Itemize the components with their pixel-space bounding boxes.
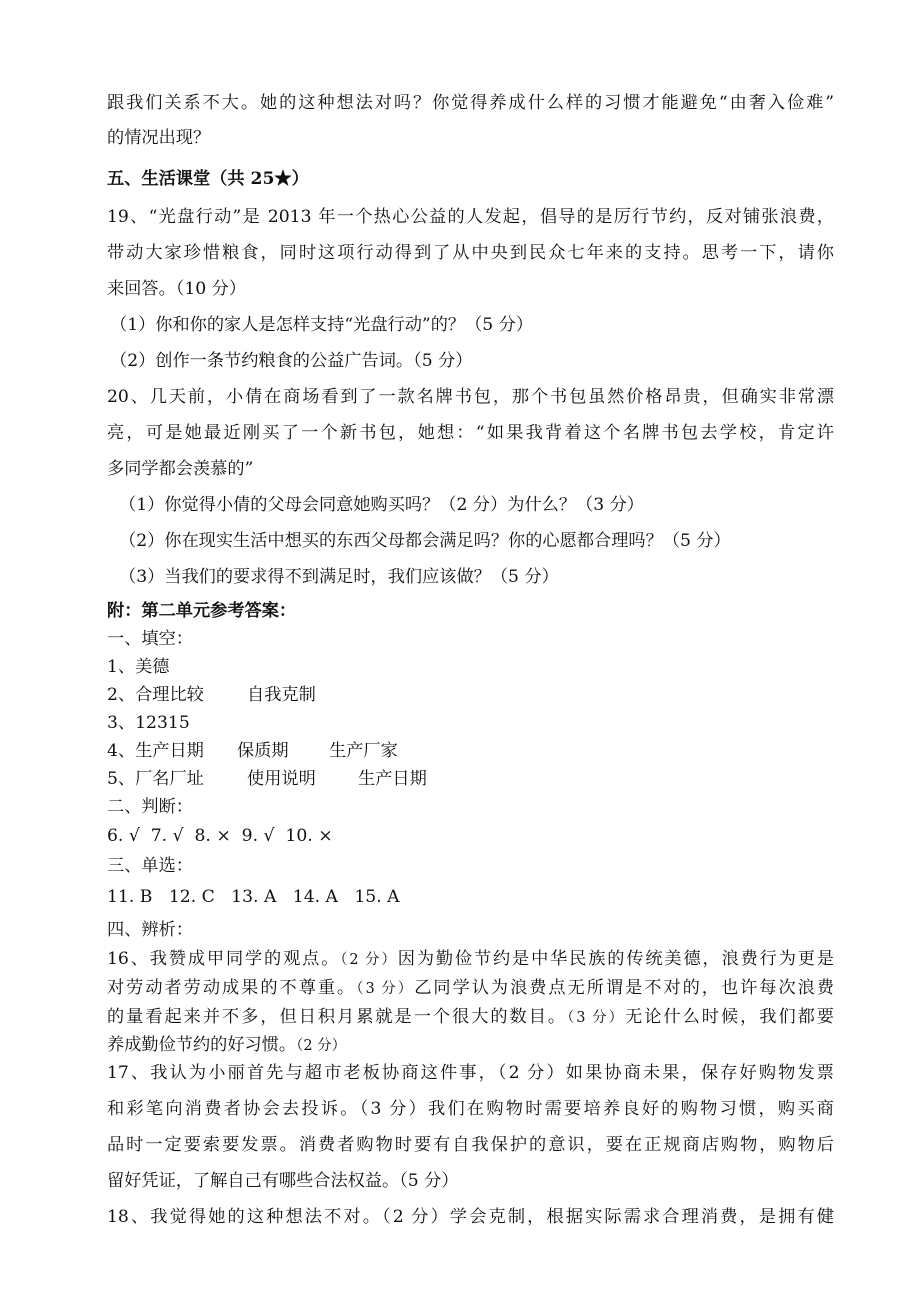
answer-16-line-2-text-a: 对劳动者劳动成果的不尊重。 (107, 978, 357, 998)
fill-answer-4-part-2: 保质期 (237, 741, 289, 761)
fill-answer-2-part-2: 自我克制 (247, 685, 316, 705)
q20-subquestion-1: （1）你觉得小倩的父母会同意她购买吗？（2 分）为什么？（3 分） (119, 495, 644, 515)
analysis-title: 四、辨析： (107, 920, 193, 940)
q18-continuation-line-2: 的情况出现？ (107, 128, 211, 148)
q19-line-3: 来回答。（10 分） (107, 279, 247, 299)
answer-16-line-1 (107, 947, 834, 972)
answer-16-line-2-text-b: 乙同学认为浪费点无所谓是不对的，也许每次浪费 (414, 978, 834, 998)
section-5-heading: 五、生活课堂（共 25★） (107, 169, 309, 189)
choice-answers: 11. B 12. C 13. A 14. A 15. A (107, 887, 400, 907)
q20-subquestion-2: （2）你在现实生活中想买的东西父母都会满足吗？你的心愿都合理吗？（5 分） (119, 531, 731, 551)
answer-16-line-1-text-b: 因为勤俭节约是中华民族的传统美德，浪费行为更是 (397, 949, 834, 969)
fill-answer-4-part-3: 生产厂家 (329, 741, 398, 761)
q20-line-2: 亮，可是她最近刚买了一个新书包，她想：“如果我背着这个名牌书包去学校，肯定许 (107, 423, 834, 443)
fill-answer-3-part-1: 3、12315 (107, 713, 190, 733)
answer-16-line-3-text-b: 无论什么时候，我们都要 (625, 1007, 834, 1027)
q20-subquestion-3: （3）当我们的要求得不到满足时，我们应该做？（5 分） (119, 567, 559, 587)
q18-continuation-line-1: 跟我们关系不大。她的这种想法对吗？你觉得养成什么样的习惯才能避免“由奢入俭难” (107, 93, 834, 113)
answer-16-line-4 (107, 1033, 834, 1058)
q19-line-1: 19、“光盘行动”是 2013 年一个热心公益的人发起，倡导的是厉行节约，反对铺张浪费， (107, 207, 834, 227)
fill-answer-1-part-1: 1、美德 (107, 657, 170, 677)
q20-line-3: 多同学都会羡慕的” (107, 459, 254, 479)
judge-answers: 6. √ 7. √ 8. × 9. √ 10. × (107, 826, 333, 846)
choice-title: 三、单选： (107, 856, 193, 876)
fill-title: 一、填空： (107, 629, 193, 649)
q20-line-1: 20、几天前，小倩在商场看到了一款名牌书包，那个书包虽然价格昂贵，但确实非常漂 (107, 387, 834, 407)
fill-answer-1 (107, 655, 834, 679)
answer-16-line-3-text-a: 的量看起来并不多，但日积月累就是一个很大的数目。 (107, 1007, 568, 1027)
answer-17-line-4: 留好凭证，了解自己有哪些合法权益。（5 分） (107, 1171, 459, 1191)
answer-16-line-2 (107, 976, 834, 1001)
q19-subquestion-2: （2）创作一条节约粮食的公益广告词。（5 分） (110, 351, 473, 371)
answer-18-line-1: 18、我觉得她的这种想法不对。（2 分）学会克制，根据实际需求合理消费，是拥有健 (107, 1207, 834, 1227)
answer-17-line-2: 和彩笔向消费者协会去投诉。（3 分）我们在购物时需要培养良好的购物习惯，购买商 (107, 1099, 834, 1119)
fill-answer-5-part-3: 生产日期 (358, 769, 427, 789)
answer-16-line-1-text-a: 16、我赞成甲同学的观点。 (107, 949, 341, 969)
fill-answer-5-part-1: 5、厂名厂址 (107, 769, 204, 789)
answer-16-line-3 (107, 1005, 834, 1030)
answer-16-line-4-text-a: 养成勤俭节约的好习惯。 (107, 1035, 297, 1055)
fill-answer-4 (107, 739, 834, 763)
fill-answer-5 (107, 767, 834, 791)
judge-title: 二、判断： (107, 797, 193, 817)
answer-16-line-3-score: （3 分） (567, 1010, 626, 1026)
q19-subquestion-1: （1）你和你的家人是怎样支持“光盘行动”的？（5 分） (110, 315, 534, 335)
fill-answer-5-part-2: 使用说明 (247, 769, 316, 789)
fill-answer-4-part-1: 4、生产日期 (107, 741, 204, 761)
answer-16-line-4-score: （2 分） (296, 1038, 347, 1054)
fill-answer-3 (107, 711, 834, 735)
answers-heading: 附：第二单元参考答案： (107, 601, 297, 621)
q19-line-2: 带动大家珍惜粮食，同时这项行动得到了从中央到民众七年来的支持。思考一下，请你 (107, 243, 834, 263)
answer-16-line-2-score: （3 分） (356, 981, 415, 997)
answer-17-line-1: 17、我认为小丽首先与超市老板协商这件事，（2 分）如果协商未果，保存好购物发票 (107, 1063, 834, 1083)
fill-answer-2 (107, 683, 834, 707)
answer-16-line-1-score: （2 分） (340, 952, 398, 968)
fill-answer-2-part-1: 2、合理比较 (107, 685, 204, 705)
answer-17-line-3: 品时一定要索要发票。消费者购物时要有自我保护的意识，要在正规商店购物，购物后 (107, 1135, 834, 1155)
